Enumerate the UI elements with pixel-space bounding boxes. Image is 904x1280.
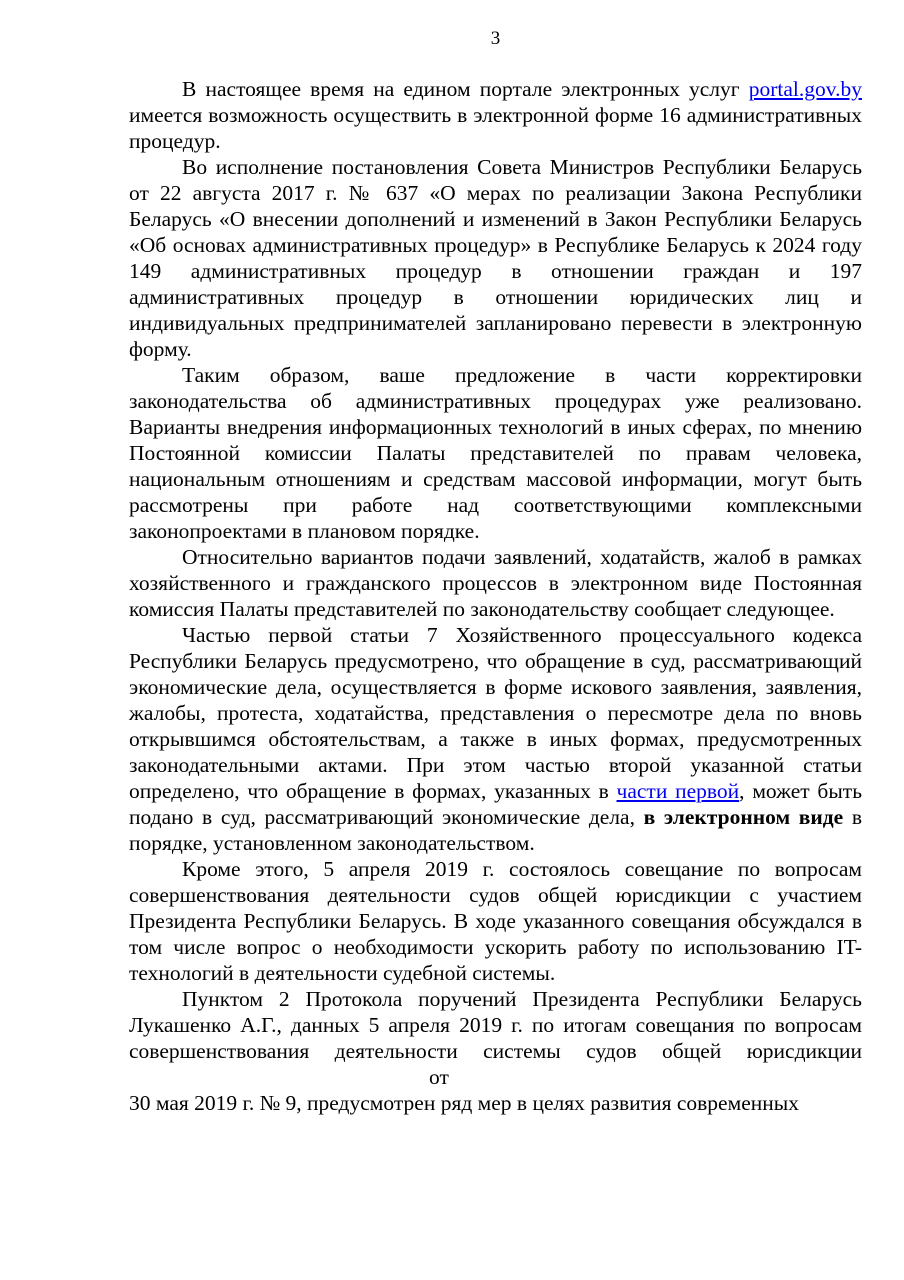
text-run: в порядке, установленном законодательством. [129,805,863,855]
text-run: , может быть подано в суд, рассматривающий экономические дела, [129,779,862,829]
chasti-pervoy-link[interactable]: части первой [616,779,740,803]
paragraph-portal-services [129,76,862,154]
text-run: В настоящее время на едином портале электронных услуг [182,77,749,101]
justified-spacer [129,1083,429,1084]
document-body [129,76,862,1116]
page-number: 3 [490,28,501,49]
text-run: Пунктом 2 Протокола поручений Президента Республики Беларусь Лукашенко А.Г., данных 5 апреля 2019 г. по итогам совещания по вопросам совершенствования деятельности системы судов общей юрисдикции [129,987,862,1063]
text-run: Таким образом, ваше предложение в части корректировки законодательства об административных процедурах уже реализовано. Варианты внедрения информационных технологий в иных сферах, по мнению Постоянной комиссии Палаты представителей по правам человека, национальным отношениям и средствам массовой информации, могут быть рассмотрены при работе над соответствующими комплексными законопроектами в плановом порядке. [129,363,862,543]
paragraph-regarding-filings [129,544,862,622]
text-run: Во исполнение постановления Совета Министров Республики Беларусь от 22 августа 2017 г. № 637 «О мерах по реализации Закона Республики Беларусь «О внесении дополнений и изменений в Закон Республики Беларусь «Об основах административных процедур» в Республике Беларусь к 2024 году 149 административных процедур в отношении граждан и 197 административных процедур в отношении юридических лиц и индивидуальных предпринимателей запланировано перевести в электронную форму. [129,155,862,361]
text-run: от [429,1065,449,1089]
paragraph-resolution-637 [129,154,862,362]
portal-gov-by-link[interactable]: portal.gov.by [748,77,862,101]
text-run: в электронном виде [643,805,844,829]
text-run: Кроме этого, 5 апреля 2019 г. состоялось совещание по вопросам совершенствования деятельности судов общей юрисдикции с участием Президента Республики Беларусь. В ходе указанного совещания обсуждался в том числе вопрос о необходимости ускорить работу по использованию IT-технологий в деятельности судебной системы. [129,857,862,985]
paragraph-protocol-item-2 [129,986,862,1116]
text-run: Относительно вариантов подачи заявлений, ходатайств, жалоб в рамках хозяйственного и гражданского процессов в электронном виде Постоянная комиссия Палаты представителей по законодательству сообщает следующее. [129,545,862,621]
text-run: имеется возможность осуществить в электронной форме 16 административных процедур. [129,103,862,153]
text-run: Частью первой статьи 7 Хозяйственного процессуального кодекса Республики Беларусь предусмотрено, что обращение в суд, рассматривающий экономические дела, осуществляется в форме искового заявления, заявления, жалобы, протеста, ходатайства, представления о пересмотре дела по вновь открывшимся обстоятельствам, а также в иных формах, предусмотренных законодательными актами. При этом частью второй указанной статьи определено, что обращение в формах, указанных в [129,623,862,803]
text-run: 30 мая 2019 г. № 9, предусмотрен ряд мер в целях развития современных [129,1091,799,1115]
paragraph-meeting-april-2019 [129,856,862,986]
paragraph-article-7 [129,622,862,856]
paragraph-proposal-implemented [129,362,862,544]
